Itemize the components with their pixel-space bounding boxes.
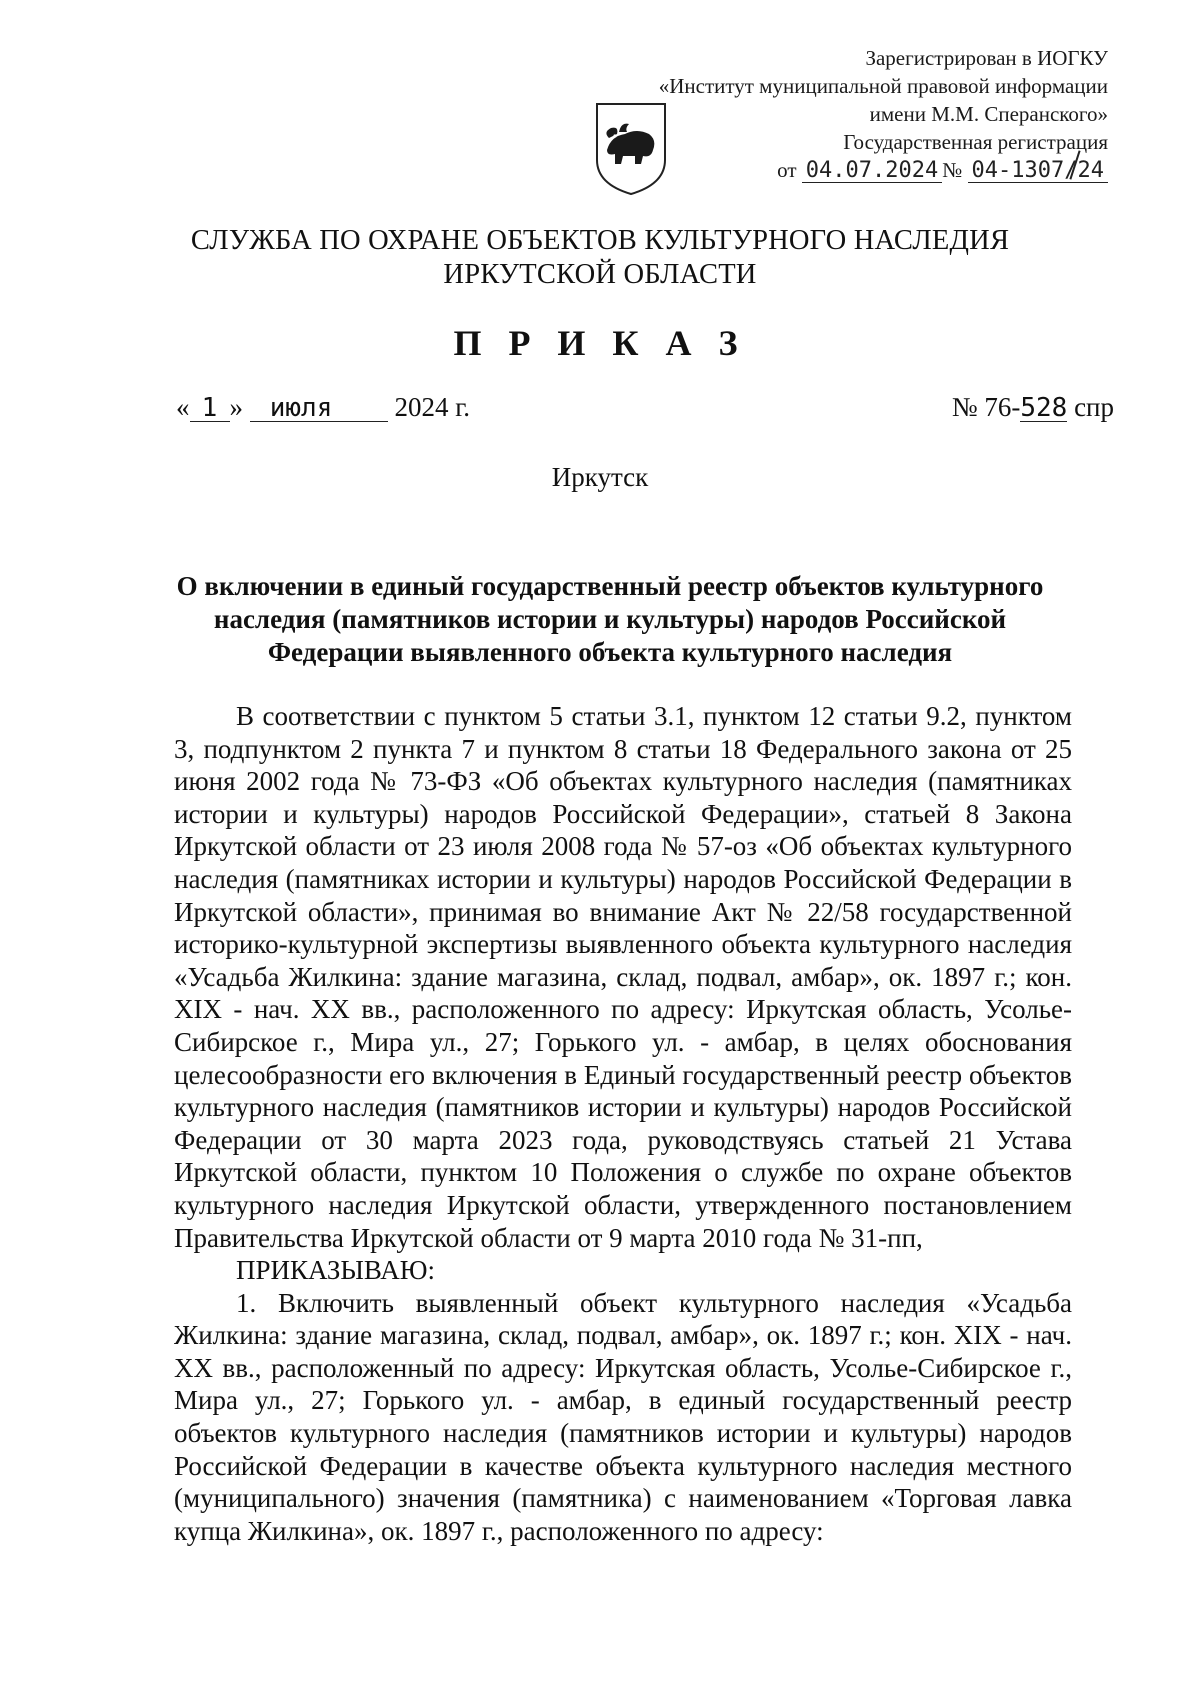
order-month: июля <box>250 395 388 422</box>
preamble-paragraph: В соответствии с пунктом 5 статьи 3.1, пунктом 12 статьи 9.2, пунктом 3, подпунктом 2 пункта 7 и пунктом 8 статьи 18 Федерального закона от 25 июня 2002 года № 73-ФЗ «Об объектах культурного наследия (памятниках истории и культуры) народов Российской Федерации», статьей 8 Закона Иркутской области от 23 июля 2008 года № 57-оз «Об объектах культурного наследия (памятниках истории и культуры) народов Российской Федерации в Иркутской области», принимая во внимание Акт № 22/58 государственной историко-культурной экспертизы выявленного объекта культурного наследия «Усадьба Жилкина: здание магазина, склад, подвал, амбар», ок. 1897 г.; кон. XIX - нач. XX вв., расположенного по адресу: Иркутская область, Усолье-Сибирское г., Мира ул., 27; Горького ул. - амбар, в целях обоснования целесообразности его включения в Единый государственный реестр объектов культурного наследия (памятников истории и культуры) народов Российской Федерации от 30 марта 2023 года, руководствуясь статьей 21 Устава Иркутской области, пунктом 10 Положения о службе по охране объектов культурного наследия Иркутской области, утвержденного постановлением Правительства Иркутской области от 9 марта 2010 года № 31-пп, <box>174 701 1072 1253</box>
document-body <box>174 700 1072 1547</box>
order-number-handwritten: 528 <box>1020 393 1068 423</box>
quote-open: « <box>176 392 190 422</box>
order-item-1: 1. Включить выявленный объект культурного наследия «Усадьба Жилкина: здание магазина, склад, подвал, амбар», ок. 1897 г.; кон. XIX - нач. XX вв., расположенный по адресу: Иркутская область, Усолье-Сибирское г., Мира ул., 27; Горького ул. - амбар, в единый государственный реестр объектов культурного наследия (памятников истории и культуры) народов Российской Федерации в качестве объекта культурного наследия местного (муниципального) значения (памятника) с наименованием «Торговая лавка купца Жилкина», ок. 1897 г., расположенного по адресу: <box>174 1287 1072 1546</box>
city: Иркутск <box>551 462 649 492</box>
order-number-prefix: № 76- <box>951 392 1021 422</box>
registration-date: 04.07.2024 <box>802 160 942 183</box>
registration-number-label: № <box>942 158 963 182</box>
registration-from-label: от <box>777 158 797 182</box>
organization-name-line-2: ИРКУТСКОЙ ОБЛАСТИ <box>443 259 757 290</box>
registration-number: 04-1307/24 <box>968 160 1108 183</box>
order-directive: ПРИКАЗЫВАЮ: <box>236 1255 435 1286</box>
quote-close: » <box>229 392 243 422</box>
coat-of-arms-icon <box>591 98 671 198</box>
registration-line-1: Зарегистрирован в ИОГКУ <box>865 46 1108 70</box>
order-year: 2024 г. <box>394 392 471 422</box>
registration-line-4: Государственная регистрация <box>843 130 1108 154</box>
organization-name-line-1: СЛУЖБА ПО ОХРАНЕ ОБЪЕКТОВ КУЛЬТУРНОГО НАСЛЕДИЯ <box>190 225 1010 256</box>
order-number-suffix: спр <box>1074 392 1114 422</box>
organization-name <box>0 224 1200 292</box>
order-number <box>952 392 1114 423</box>
document-title: П Р И К А З <box>453 323 747 363</box>
order-subject: О включении в единый государственный реестр объектов культурного наследия (памятников истории и культуры) народов Российской Федерации выявленного объекта культурного наследия <box>176 571 1044 667</box>
order-date <box>176 392 470 423</box>
order-day: 1 <box>190 395 230 422</box>
registration-line-3: имени М.М. Сперанского» <box>869 102 1108 126</box>
registration-line-2: «Институт муниципальной правовой информации <box>658 74 1108 98</box>
